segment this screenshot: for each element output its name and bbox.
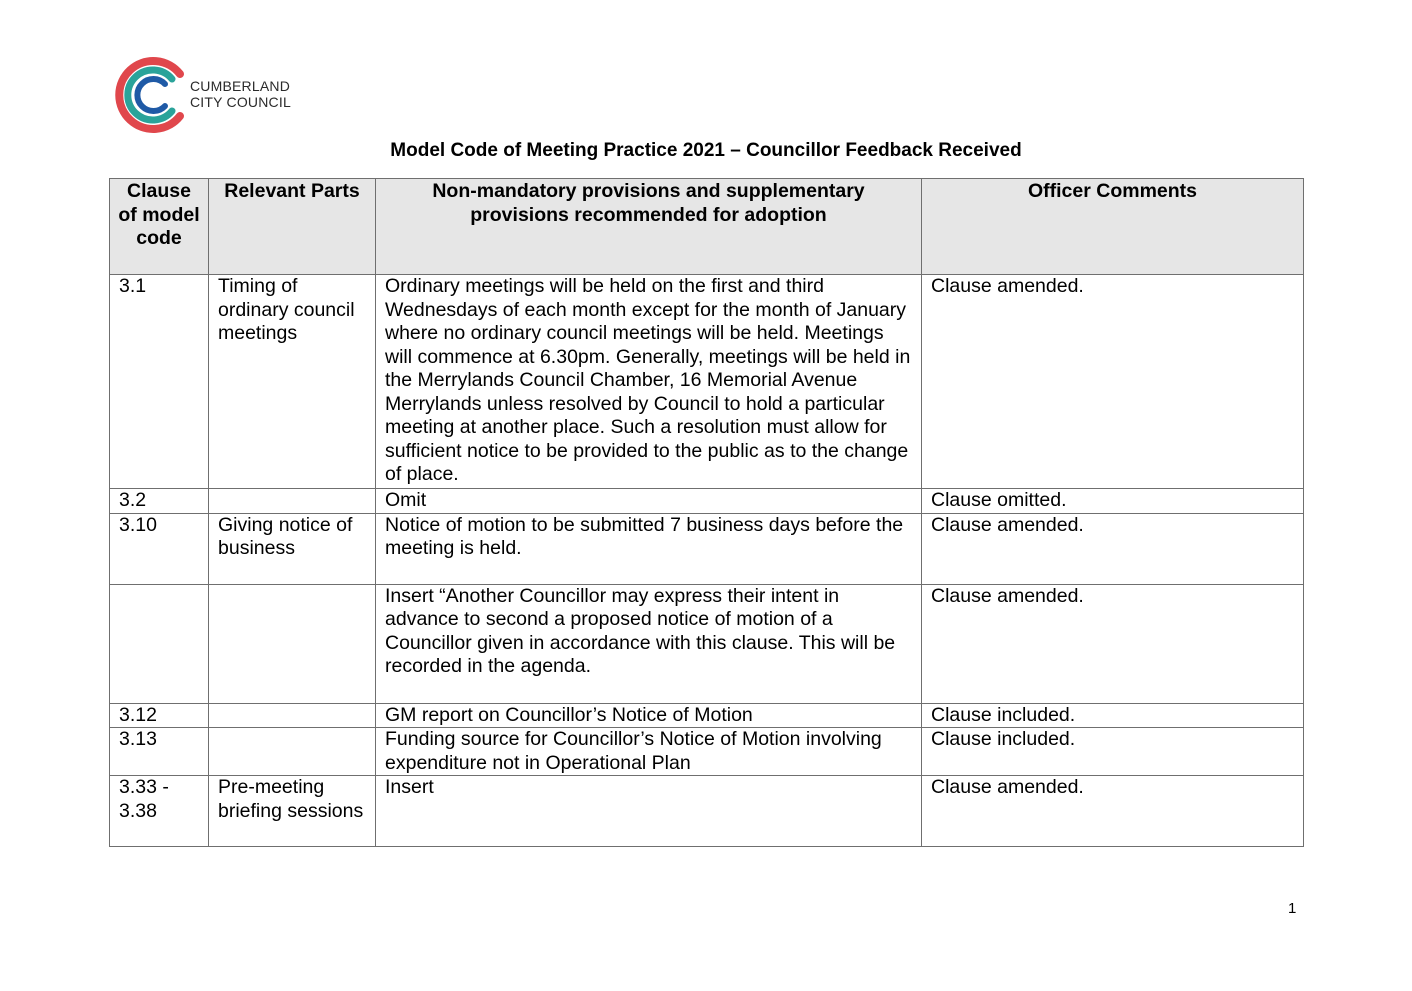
cell-provisions: GM report on Councillor’s Notice of Motion: [376, 703, 922, 728]
cell-provisions: Notice of motion to be submitted 7 business days before the meeting is held.: [376, 513, 922, 584]
cell-clause: 3.10: [110, 513, 209, 584]
cell-provisions: Insert: [376, 776, 922, 847]
cell-clause: 3.12: [110, 703, 209, 728]
header-relevant-parts: Relevant Parts: [209, 179, 376, 275]
header-clause: Clause of model code: [110, 179, 209, 275]
logo-line-2: CITY COUNCIL: [190, 94, 291, 110]
table-row: [110, 584, 1304, 703]
table-row: [110, 776, 1304, 847]
cell-provisions: Funding source for Councillor’s Notice of Motion involving expenditure not in Operational Plan: [376, 728, 922, 776]
cell-clause: 3.33 - 3.38: [110, 776, 209, 847]
council-logo-mark: [114, 54, 190, 136]
cell-clause: 3.2: [110, 489, 209, 514]
cell-clause: 3.13: [110, 728, 209, 776]
cell-relevant-parts: Giving notice of business: [209, 513, 376, 584]
table-row: [110, 703, 1304, 728]
feedback-table: [109, 178, 1304, 847]
header-provisions: Non-mandatory provisions and supplementary provisions recommended for adoption: [376, 179, 922, 275]
cell-provisions: Omit: [376, 489, 922, 514]
cell-officer-comments: Clause amended.: [922, 776, 1304, 847]
cell-provisions: Ordinary meetings will be held on the first and third Wednesdays of each month except for the month of January where no ordinary council meetings will be held. Meetings will commence at 6.30pm. Generally, meetings will be held in the Merrylands Council Chamber, 16 Memorial Avenue Merrylands unless resolved by Council to hold a particular meeting at another place. Such a resolution must allow for sufficient notice to be provided to the public as to the change of place.: [376, 275, 922, 489]
table-row: [110, 489, 1304, 514]
cell-relevant-parts: [209, 728, 376, 776]
document-title: Model Code of Meeting Practice 2021 – Councillor Feedback Received: [390, 140, 1022, 161]
table-row: [110, 513, 1304, 584]
cell-clause: 3.1: [110, 275, 209, 489]
council-logo: [114, 54, 314, 136]
cell-relevant-parts: [209, 584, 376, 703]
cell-officer-comments: Clause included.: [922, 703, 1304, 728]
table-row: [110, 275, 1304, 489]
table-row: [110, 728, 1304, 776]
cell-officer-comments: Clause included.: [922, 728, 1304, 776]
council-logo-text: [190, 78, 291, 110]
cell-officer-comments: Clause omitted.: [922, 489, 1304, 514]
logo-line-1: CUMBERLAND: [190, 78, 291, 94]
cell-relevant-parts: Pre-meeting briefing sessions: [209, 776, 376, 847]
cell-provisions: Insert “Another Councillor may express their intent in advance to second a proposed notice of motion of a Councillor given in accordance with this clause. This will be recorded in the agenda.: [376, 584, 922, 703]
cell-relevant-parts: [209, 703, 376, 728]
cell-relevant-parts: Timing of ordinary council meetings: [209, 275, 376, 489]
header-officer-comments: Officer Comments: [922, 179, 1304, 275]
cell-officer-comments: Clause amended.: [922, 513, 1304, 584]
cell-officer-comments: Clause amended.: [922, 584, 1304, 703]
page-number: 1: [1288, 900, 1297, 917]
cell-clause: [110, 584, 209, 703]
cell-relevant-parts: [209, 489, 376, 514]
cell-officer-comments: Clause amended.: [922, 275, 1304, 489]
table-header-row: [110, 179, 1304, 275]
